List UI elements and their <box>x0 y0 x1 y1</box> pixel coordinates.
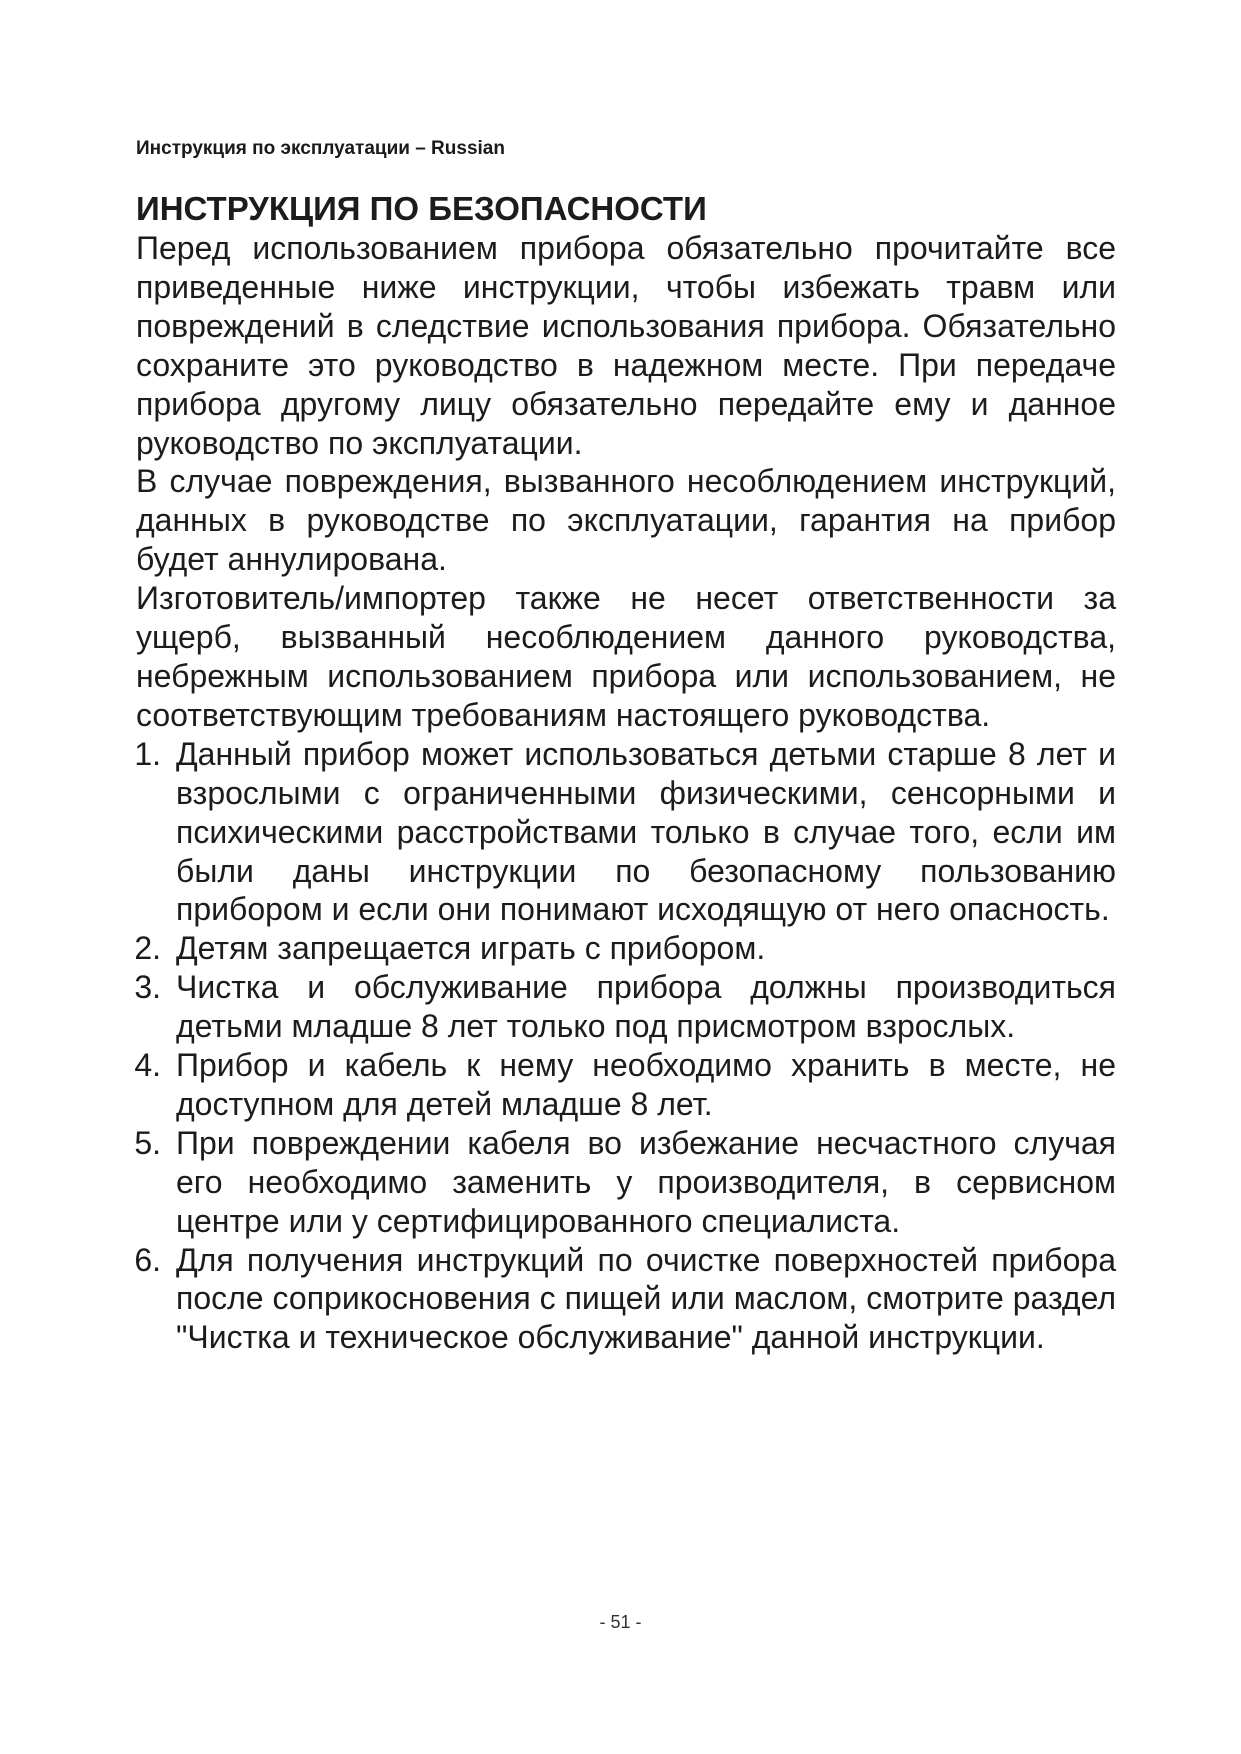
section-title: ИНСТРУКЦИЯ ПО БЕЗОПАСНОСТИ <box>136 190 707 227</box>
list-item-number: 1. <box>134 735 161 772</box>
list-item <box>136 735 1116 930</box>
list-item-text: При повреждении кабеля во избежание несчастного случая его необходимо заменить у производителя, в сервисном центре или у сертифицированного специалиста. <box>176 1124 1116 1239</box>
list-item-number: 5. <box>134 1124 161 1161</box>
running-header: Инструкция по эксплуатации – Russian <box>136 138 505 159</box>
list-item-text: Детям запрещается играть с прибором. <box>176 930 766 967</box>
safety-section <box>136 189 1116 1357</box>
list-item-number: 6. <box>134 1241 161 1278</box>
list-item-text: Для получения инструкций по очистке поверхностей прибора после соприкосновения с пищей или маслом, смотрите раздел "Чистка и техническое обслуживание" данной инструкции. <box>176 1241 1116 1356</box>
list-item <box>136 968 1116 1046</box>
list-item-number: 4. <box>134 1047 161 1084</box>
liability-paragraph: Изготовитель/импортер также не несет ответственности за ущерб, вызванный несоблюдением данного руководства, небрежным использованием прибора или использованием, не соответствующим требованиям настоящего руководства. <box>136 580 1116 733</box>
list-item-number: 2. <box>134 930 161 967</box>
list-item-number: 3. <box>134 969 161 1006</box>
warranty-paragraph: В случае повреждения, вызванного несоблюдением инструкций, данных в руководстве по эксплуатации, гарантия на прибор будет аннулирована. <box>136 463 1116 578</box>
list-item-text: Чистка и обслуживание прибора должны производиться детьми младше 8 лет только под присмотром взрослых. <box>176 969 1116 1045</box>
safety-list <box>136 735 1116 1358</box>
page-number: - 51 - <box>599 1612 642 1632</box>
list-item <box>136 1241 1116 1358</box>
intro-paragraph: Перед использованием прибора обязательно прочитайте все приведенные ниже инструкции, чтобы избежать травм или повреждений в следствие использования прибора. Обязательно сохраните это руководство в надежном месте. При передаче прибора другому лицу обязательно передайте ему и данное руководство по эксплуатации. <box>136 230 1116 461</box>
list-item-text: Прибор и кабель к нему необходимо хранить в месте, не доступном для детей младше 8 лет. <box>176 1047 1116 1122</box>
list-item <box>136 1046 1116 1124</box>
list-item-text: Данный прибор может использоваться детьми старше 8 лет и взрослыми с ограниченными физическими, сенсорными и психическими расстройствами только в случае того, если им были даны инструкции по безопасному пользованию прибором и если они понимают исходящую от него опасность. <box>176 735 1116 928</box>
list-item <box>136 1124 1116 1241</box>
list-item <box>136 929 1116 968</box>
